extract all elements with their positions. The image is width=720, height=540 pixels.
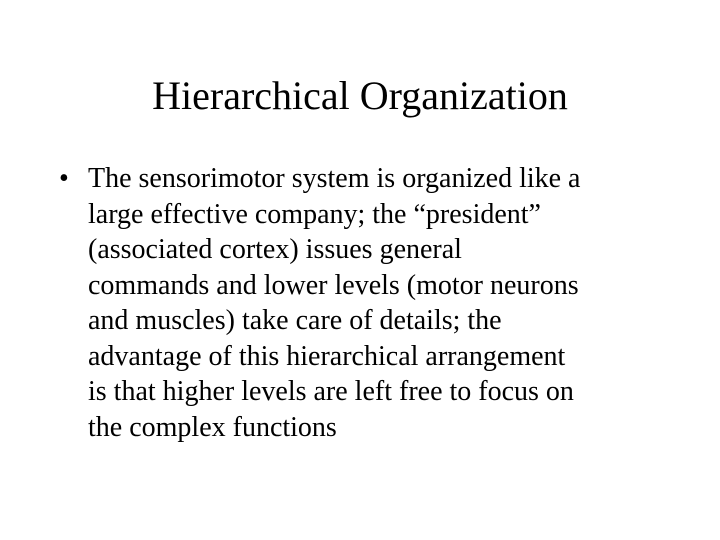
bullet-text-line: the complex functions bbox=[88, 411, 337, 443]
bullet-list bbox=[56, 161, 676, 445]
bullet-text-line: advantage of this hierarchical arrangement bbox=[88, 340, 566, 372]
slide-title: Hierarchical Organization bbox=[152, 73, 568, 118]
bullet-text-line: large effective company; the “president” bbox=[88, 198, 541, 230]
bullet-text-line: The sensorimotor system is organized like a bbox=[88, 163, 581, 194]
bullet-text-line: commands and lower levels (motor neurons bbox=[88, 269, 579, 301]
bullet-marker: • bbox=[59, 163, 69, 194]
bullet-item bbox=[56, 161, 676, 445]
bullet-text-line: is that higher levels are left free to focus on bbox=[88, 376, 574, 407]
bullet-text-line: and muscles) take care of details; the bbox=[88, 305, 502, 336]
bullet-text-line: (associated cortex) issues general bbox=[88, 234, 462, 265]
